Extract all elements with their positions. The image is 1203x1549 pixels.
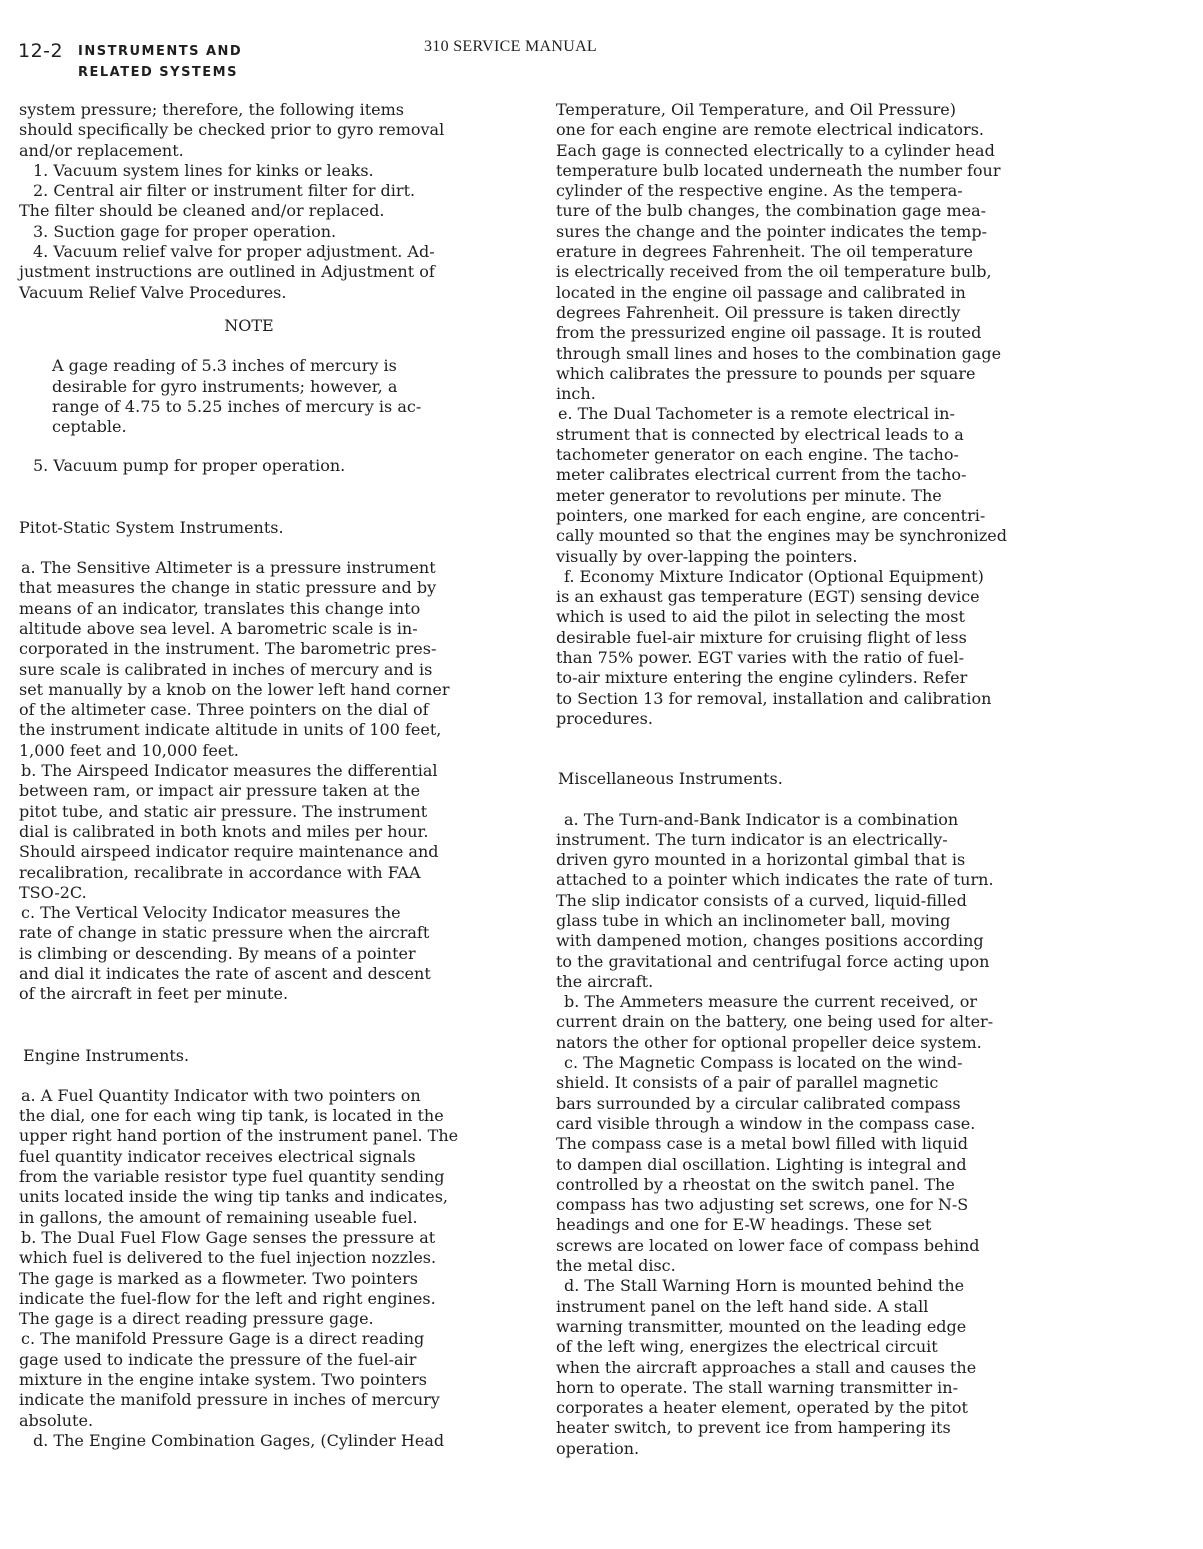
text-line: gage used to indicate the pressure of the fuel-air <box>19 1349 417 1369</box>
text-line: screws are located on lower face of compass behind <box>556 1235 980 1255</box>
pitot-section <box>19 558 519 1005</box>
text-line: between ram, or impact air pressure taken at the <box>19 781 421 801</box>
text-line: c. The manifold Pressure Gage is a direct reading <box>21 1329 425 1349</box>
text-line: Temperature, Oil Temperature, and Oil Pressure) <box>556 100 956 119</box>
checklist <box>19 161 519 303</box>
text-line: cally mounted so that the engines may be synchronized <box>556 526 1008 546</box>
section-heading-misc: Miscellaneous Instruments. <box>558 769 783 789</box>
text-line: to dampen dial oscillation. Lighting is integral and <box>556 1154 967 1174</box>
text-line: d. The Stall Warning Horn is mounted behind the <box>564 1276 965 1296</box>
text-line: rate of change in static pressure when the aircraft <box>19 923 430 943</box>
text-line: horn to operate. The stall warning transmitter in- <box>556 1377 959 1397</box>
text-line: inch. <box>556 384 596 404</box>
text-line: operation. <box>556 1438 640 1458</box>
text-line: through small lines and hoses to the combination gage <box>556 343 1002 363</box>
manual-title: 310 SERVICE MANUAL <box>424 38 598 55</box>
list-item: 3. Suction gage for proper operation. <box>33 221 337 241</box>
text-line: shield. It consists of a pair of parallel magnetic <box>556 1073 939 1093</box>
text-line: to-air mixture entering the engine cylinders. Refer <box>556 668 968 688</box>
text-line: The gage is marked as a flowmeter. Two pointers <box>19 1268 419 1288</box>
right-column <box>556 100 1061 1459</box>
text-line: c. The Magnetic Compass is located on the wind- <box>564 1053 963 1073</box>
text-line: visually by over-lapping the pointers. <box>556 546 858 566</box>
text-line: located in the engine oil passage and calibrated in <box>556 282 966 302</box>
text-line: range of 4.75 to 5.25 inches of mercury is ac- <box>52 396 422 416</box>
text-line: d. The Engine Combination Gages, (Cylinder Head <box>33 1430 445 1450</box>
engine-continuation <box>556 100 1061 404</box>
text-line: The slip indicator consists of a curved, liquid-filled <box>556 890 967 910</box>
text-line: instrument panel on the left hand side. A stall <box>556 1296 929 1316</box>
text-line: units located inside the wing tip tanks and indicates, <box>19 1187 448 1207</box>
text-line: e. The Dual Tachometer is a remote electrical in- <box>558 404 955 424</box>
text-line: the dial, one for each wing tip tank, is located in the <box>19 1106 444 1126</box>
text-line: indicate the fuel-flow for the left and right engines. <box>19 1288 436 1308</box>
text-line: corporates a heater element, operated by the pitot <box>556 1398 968 1418</box>
text-line: of the altimeter case. Three pointers on the dial of <box>19 700 429 720</box>
text-line: is climbing or descending. By means of a pointer <box>19 943 416 963</box>
text-line: a. The Turn-and-Bank Indicator is a combination <box>564 809 959 829</box>
text-line: glass tube in which an inclinometer ball, moving <box>556 910 951 930</box>
text-line: which fuel is delivered to the fuel injection nozzles. <box>19 1248 437 1268</box>
text-line: The filter should be cleaned and/or replaced. <box>19 201 385 221</box>
text-line: meter generator to revolutions per minute. The <box>556 485 942 505</box>
text-line: current drain on the battery, one being used for alter- <box>556 1012 994 1032</box>
text-line: from the variable resistor type fuel quantity sending <box>19 1167 445 1187</box>
section-title-line-1: INSTRUMENTS AND <box>78 44 243 59</box>
text-line: fuel quantity indicator receives electrical signals <box>19 1146 416 1166</box>
text-line: controlled by a rheostat on the switch panel. The <box>556 1174 955 1194</box>
text-line: altitude above sea level. A barometric scale is in- <box>19 618 418 638</box>
text-line: b. The Ammeters measure the current received, or <box>564 992 978 1012</box>
left-column <box>19 100 519 1451</box>
text-line: The compass case is a metal bowl filled with liquid <box>556 1134 968 1154</box>
text-line: Should airspeed indicator require maintenance and <box>19 842 439 862</box>
text-line: 1,000 feet and 10,000 feet. <box>19 740 239 760</box>
text-line: degrees Fahrenheit. Oil pressure is taken directly <box>556 302 961 322</box>
text-line: The gage is a direct reading pressure gage. <box>19 1309 374 1329</box>
text-line: from the pressurized engine oil passage. It is routed <box>556 323 982 343</box>
text-line: strument that is connected by electrical leads to a <box>556 424 964 444</box>
text-line: in gallons, the amount of remaining useable fuel. <box>19 1207 418 1227</box>
text-line: bars surrounded by a circular calibrated compass <box>556 1093 961 1113</box>
section-title-line-2: RELATED SYSTEMS <box>78 65 238 80</box>
text-line: than 75% power. EGT varies with the ratio of fuel- <box>556 648 964 668</box>
text-line: recalibration, recalibrate in accordance with FAA <box>19 862 421 882</box>
text-line: warning transmitter, mounted on the leading edge <box>556 1316 967 1336</box>
text-line: that measures the change in static pressure and by <box>19 578 437 598</box>
text-line: attached to a pointer which indicates the rate of turn. <box>556 870 994 890</box>
text-line: to the gravitational and centrifugal force acting upon <box>556 951 990 971</box>
text-line: of the left wing, energizes the electrical circuit <box>556 1337 938 1357</box>
intro-paragraph <box>19 100 519 161</box>
text-line: should specifically be checked prior to gyro removal <box>19 120 445 140</box>
text-line: compass has two adjusting set screws, one for N-S <box>556 1195 969 1215</box>
text-line: one for each engine are remote electrical indicators. <box>556 120 984 140</box>
text-line: heater switch, to prevent ice from hampering its <box>556 1418 951 1438</box>
text-line: the instrument indicate altitude in units of 100 feet, <box>19 720 442 740</box>
text-line: nators the other for optional propeller deice system. <box>556 1032 982 1052</box>
text-line: card visible through a window in the compass case. <box>556 1113 976 1133</box>
text-line: f. Economy Mixture Indicator (Optional Equipment) <box>564 566 984 586</box>
engine-items-right <box>556 404 1061 729</box>
text-line: when the aircraft approaches a stall and causes the <box>556 1357 977 1377</box>
misc-section <box>556 810 1061 1460</box>
text-line: dial is calibrated in both knots and miles per hour. <box>19 821 429 841</box>
note-box <box>19 356 519 437</box>
text-line: set manually by a knob on the lower left hand corner <box>19 679 450 699</box>
text-line: the aircraft. <box>556 971 654 991</box>
text-line: the metal disc. <box>556 1256 676 1276</box>
section-heading-engine: Engine Instruments. <box>23 1045 190 1065</box>
text-line: meter calibrates electrical current from the tacho- <box>556 465 967 485</box>
text-line: justment instructions are outlined in Adjustment of <box>19 262 435 282</box>
text-line: desirable fuel-air mixture for cruising flight of less <box>556 627 967 647</box>
text-line: procedures. <box>556 708 653 728</box>
text-line: pitot tube, and static air pressure. The instrument <box>19 801 428 821</box>
text-line: ceptable. <box>52 417 127 437</box>
text-line: c. The Vertical Velocity Indicator measures the <box>21 903 401 923</box>
text-line: a. A Fuel Quantity Indicator with two pointers on <box>21 1085 421 1105</box>
text-line: pointers, one marked for each engine, are concentri- <box>556 505 986 525</box>
list-item: 5. Vacuum pump for proper operation. <box>33 456 346 476</box>
text-line: mixture in the engine intake system. Two pointers <box>19 1370 427 1390</box>
text-line: driven gyro mounted in a horizontal gimbal that is <box>556 850 966 870</box>
text-line: with dampened motion, changes positions according <box>556 931 984 951</box>
text-line: ture of the bulb changes, the combination gage mea- <box>556 201 987 221</box>
text-line: Each gage is connected electrically to a cylinder head <box>556 140 995 160</box>
list-item: 1. Vacuum system lines for kinks or leaks. <box>33 160 374 180</box>
text-line: upper right hand portion of the instrument panel. The <box>19 1126 459 1146</box>
list-item: 4. Vacuum relief valve for proper adjustment. Ad- <box>33 242 435 262</box>
engine-section <box>19 1086 519 1451</box>
text-line: TSO-2C. <box>19 882 87 902</box>
list-item: 2. Central air filter or instrument filter for dirt. <box>33 181 416 201</box>
text-line: temperature bulb located underneath the number four <box>556 160 1001 180</box>
text-line: is electrically received from the oil temperature bulb, <box>556 262 992 282</box>
text-line: a. The Sensitive Altimeter is a pressure instrument <box>21 558 436 578</box>
section-number: 12-2 <box>18 40 64 62</box>
text-line: of the aircraft in feet per minute. <box>19 984 289 1004</box>
text-line: b. The Dual Fuel Flow Gage senses the pressure at <box>21 1227 436 1247</box>
text-line: corporated in the instrument. The barometric pres- <box>19 639 437 659</box>
section-heading-pitot: Pitot-Static System Instruments. <box>19 517 284 537</box>
text-line: to Section 13 for removal, installation and calibration <box>556 688 992 708</box>
section-header <box>18 40 243 80</box>
text-line: tachometer generator on each engine. The tacho- <box>556 445 959 465</box>
text-line: cylinder of the respective engine. As the tempera- <box>556 181 963 201</box>
text-line: Vacuum Relief Valve Procedures. <box>19 282 287 302</box>
text-line: absolute. <box>19 1410 94 1430</box>
text-line: and dial it indicates the rate of ascent and descent <box>19 963 431 983</box>
text-line: sures the change and the pointer indicates the temp- <box>556 221 987 241</box>
note-heading: NOTE <box>224 315 274 335</box>
text-line: b. The Airspeed Indicator measures the differential <box>21 761 438 781</box>
text-line: instrument. The turn indicator is an electrically- <box>556 829 948 849</box>
text-line: indicate the manifold pressure in inches of mercury <box>19 1390 440 1410</box>
text-line: is an exhaust gas temperature (EGT) sensing device <box>556 587 980 607</box>
text-line: sure scale is calibrated in inches of mercury and is <box>19 659 433 679</box>
text-line: which is used to aid the pilot in selecting the most <box>556 607 965 627</box>
text-line: desirable for gyro instruments; however, a <box>52 376 398 396</box>
text-line: erature in degrees Fahrenheit. The oil temperature <box>556 242 974 262</box>
text-line: and/or replacement. <box>19 140 184 160</box>
text-line: headings and one for E-W headings. These set <box>556 1215 932 1235</box>
text-line: which calibrates the pressure to pounds per square <box>556 363 976 383</box>
text-line: system pressure; therefore, the following items <box>19 100 405 119</box>
text-line: means of an indicator, translates this change into <box>19 598 421 618</box>
text-line: A gage reading of 5.3 inches of mercury is <box>52 356 397 376</box>
